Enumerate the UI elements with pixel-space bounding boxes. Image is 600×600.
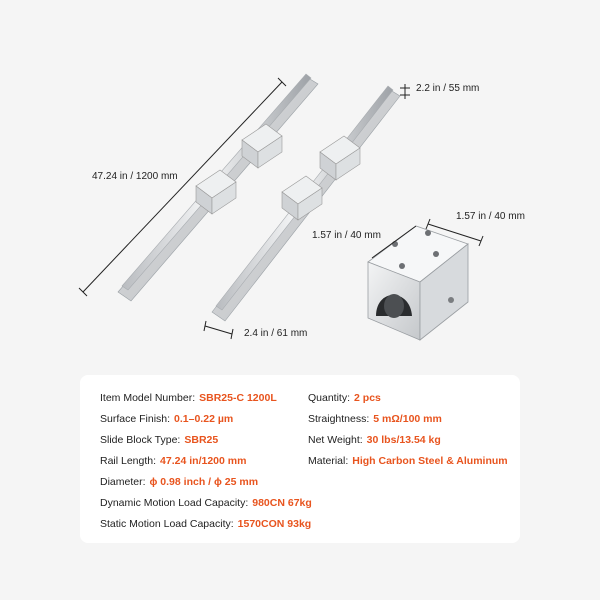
spec-dynamic-load: Dynamic Motion Load Capacity: 980CN 67kg (100, 497, 312, 509)
spec-quantity: Quantity: 2 pcs (308, 392, 381, 404)
width-dimension-line (204, 321, 233, 339)
block-length-label: 1.57 in / 40 mm (312, 230, 381, 241)
linear-rail-1 (118, 74, 318, 301)
spec-material: Material: High Carbon Steel & Aluminum (308, 455, 508, 467)
rail-height-label: 2.2 in / 55 mm (416, 83, 480, 94)
rail-length-label: 47.24 in / 1200 mm (92, 171, 178, 182)
spec-straightness: Straightness: 5 mΩ/100 mm (308, 413, 442, 425)
rail-width-label: 2.4 in / 61 mm (244, 328, 308, 339)
block-width-label: 1.57 in / 40 mm (456, 211, 525, 222)
spec-diameter: Diameter: ϕ 0.98 inch / ϕ 25 mm (100, 476, 259, 488)
spec-rail-length: Rail Length: 47.24 in/1200 mm (100, 455, 247, 467)
specifications-card (80, 375, 520, 543)
spec-static-load: Static Motion Load Capacity: 1570CON 93kg (100, 518, 312, 530)
spec-item-model: Item Model Number: SBR25-C 1200L (100, 392, 277, 404)
slide-block-detail (368, 226, 468, 340)
height-dimension-line (400, 84, 410, 99)
spec-slide-block-type: Slide Block Type: SBR25 (100, 434, 219, 446)
spec-net-weight: Net Weight: 30 lbs/13.54 kg (308, 434, 441, 446)
spec-surface-finish: Surface Finish: 0.1–0.22 µm (100, 413, 234, 425)
